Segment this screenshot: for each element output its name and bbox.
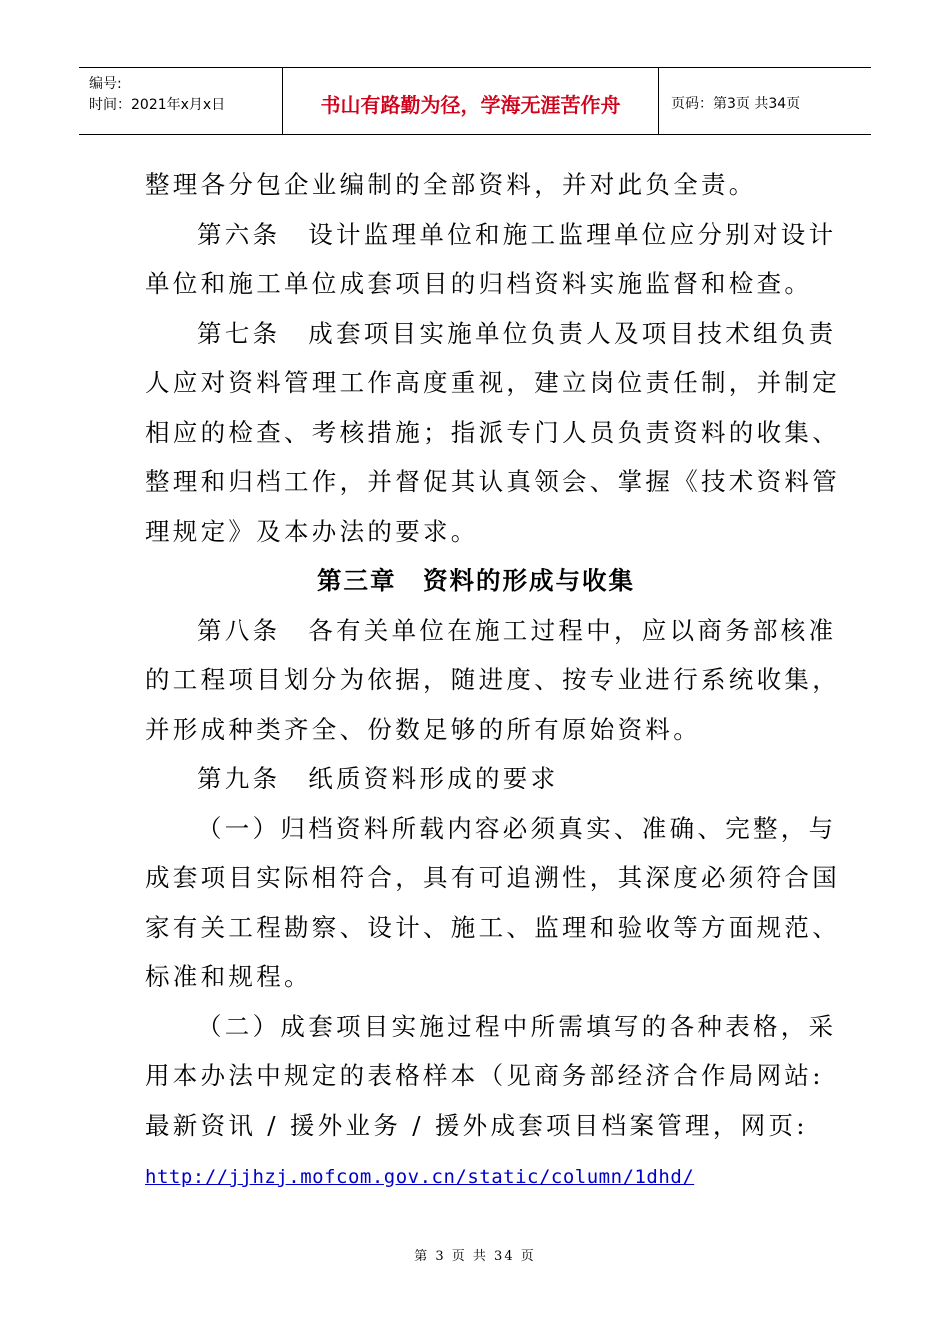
body-line: 整理各分包企业编制的全部资料，并对此负全责。 <box>145 170 757 199</box>
footer-page-number: 第 3 页 共 34 页 <box>414 1249 536 1264</box>
document-date: 时间：2021年x月x日 <box>89 97 226 113</box>
article-9-line: 第九条 纸质资料形成的要求 <box>197 764 559 793</box>
body-line: 标准和规程。 <box>145 962 312 991</box>
page-info-text: 页码：第3页 共34页 <box>671 96 801 112</box>
motto-text: 书山有路勤为径，学海无涯苦作舟 <box>320 92 621 117</box>
body-line: 并形成种类齐全、份数足够的所有原始资料。 <box>145 714 701 744</box>
body-line: 用本办法中规定的表格样本（见商务部经济合作局网站: <box>145 1061 824 1090</box>
document-body <box>145 160 840 1200</box>
article-6-line: 第六条 设计监理单位和施工监理单位应分别对设计 <box>197 219 837 249</box>
body-line: 的工程项目划分为依据，随进度、按专业进行系统收集， <box>145 665 840 694</box>
chapter-heading: 第三章 资料的形成与收集 <box>317 566 635 595</box>
website-link[interactable]: http://jjhzj.mofcom.gov.cn/static/column/1dhd/ <box>145 1166 695 1188</box>
url-line <box>145 1150 807 1200</box>
body-line: 整理和归档工作，并督促其认真领会、掌握《技术资料管 <box>145 467 840 496</box>
header-motto <box>283 68 659 134</box>
body-line: 最新资讯 / 援外业务 / 援外成套项目档案管理，网页: <box>145 1110 808 1140</box>
body-line: 人应对资料管理工作高度重视，建立岗位责任制，并制定 <box>145 368 840 397</box>
body-line: 成套项目实际相符合，具有可追溯性，其深度必须符合国 <box>145 863 840 892</box>
body-line: 理规定》及本办法的要求。 <box>145 516 479 546</box>
document-number-label: 编号: <box>89 76 122 92</box>
article-8-line: 第八条 各有关单位在施工过程中，应以商务部核准 <box>197 615 837 645</box>
body-line: 家有关工程勘察、设计、施工、监理和验收等方面规范、 <box>145 912 840 942</box>
header-page-info <box>659 68 871 134</box>
header-meta <box>79 68 283 134</box>
page-header <box>79 67 871 135</box>
clause-1-line: （一）归档资料所载内容必须真实、准确、完整，与 <box>197 813 837 843</box>
clause-2-line: （二）成套项目实施过程中所需填写的各种表格，采 <box>197 1011 837 1041</box>
body-line: 相应的检查、考核措施；指派专门人员负责资料的收集、 <box>145 417 840 447</box>
article-7-line: 第七条 成套项目实施单位负责人及项目技术组负责 <box>197 318 837 348</box>
body-line: 单位和施工单位成套项目的归档资料实施监督和检查。 <box>145 269 813 298</box>
page-footer <box>0 1245 950 1264</box>
